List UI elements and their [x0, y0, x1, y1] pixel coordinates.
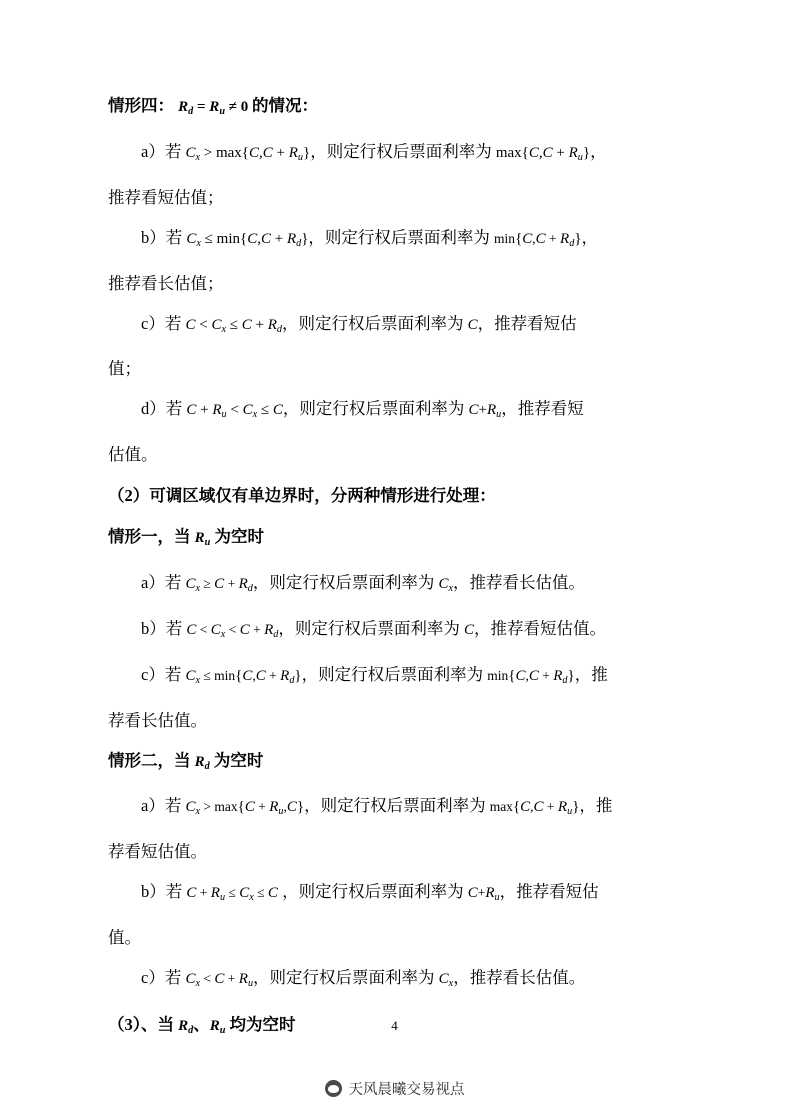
math-cx-le-min-c-crd: $C_x \le \min\{C,C + R_d\}$ — [185, 667, 302, 686]
list-item-case4-c-cont: 值； — [108, 359, 141, 379]
wechat-icon — [325, 1080, 342, 1097]
heading-case-four-suffix: 的情况： — [251, 96, 318, 115]
list-item-case2-a: a）若 $C_x > \max\{C + R_u,C\}$，则定行权后票面利率为 $\max\{C,C + R_u\}$，推 — [141, 796, 613, 818]
math-c-val: C — [463, 621, 474, 638]
math-c-lt-cx-lt-crd: $C < C_x < C + R_d$ — [186, 621, 279, 640]
footer — [0, 1078, 789, 1102]
heading-case-four — [108, 86, 688, 132]
math-rd: $R_d$ — [194, 753, 210, 772]
list-item-case4-d-cont: 估值。 — [108, 445, 158, 465]
heading-case-one: 情形一，当 $R_u$ 为空时 — [108, 527, 264, 549]
list-item-case2-a-cont: 荐看短估值。 — [108, 842, 207, 862]
math-cx-val-2: $C_x$ — [438, 971, 454, 989]
section-heading-3: （3）、当 $R_d$、$R_u$ 均为空时 — [108, 1014, 296, 1036]
list-item-case1-a: a）若 $C_x \ge C + R_d$，则定行权后票面利率为 $C_x$，推荐看长估值。 — [141, 573, 585, 594]
page-number: 4 — [391, 1018, 398, 1033]
math-c: C — [467, 316, 478, 333]
list-item-case1-b: b）若 $C < C_x < C + R_d$，则定行权后票面利率为 C，推荐看短估值。 — [141, 618, 606, 640]
list-item-case4-b: b）若 $C_x \le \min\{C,C + R_d\}$，则定行权后票面利率为 $\min\{C,C + R_d\}$， — [141, 227, 599, 249]
list-item-case1-c-cont: 荐看长估值。 — [108, 710, 207, 730]
math-cru-lt-cx-le-c: $C + R_u < C_x \le C$ — [186, 402, 283, 421]
list-item-case4-c: c）若 $C < C_x \le C + R_d$，则定行权后票面利率为 C，推荐看短估 — [141, 313, 577, 335]
list-item-case4-a: a）若 $C_x > \max\{C,C + R_u\}$，则定行权后票面利率为 $\max\{C,C + R_u\}$， — [141, 141, 607, 163]
footer-label: 天风晨曦交易视点 — [348, 1082, 465, 1098]
list-item-case4-b-cont: 推荐看长估值； — [108, 273, 224, 293]
math-ru: $R_u$ — [194, 530, 211, 549]
list-item-case1-c: c）若 $C_x \le \min\{C,C + R_d\}$，则定行权后票面利率为 $\min\{C,C + R_d\}$，推 — [141, 664, 608, 686]
math-cx: $C_x > \max\{C,C + R_u\}$ — [185, 144, 311, 163]
math-cx-val: $C_x$ — [438, 576, 453, 594]
math-max-c-cru: $\max\{C,C + R_u\}$ — [495, 144, 591, 163]
math-rd-eq-ru-ne-zero: $R_d = R_u \ne 0$ — [178, 99, 249, 117]
math-c-plus-ru-2: $C+R_u$ — [467, 885, 500, 904]
math-min-c-crd: $\min\{C,C + R_d\}$ — [494, 230, 582, 249]
list-item-case2-c: c）若 $C_x < C + R_u$，则定行权后票面利率为 $C_x$，推荐看长估值。 — [141, 968, 586, 989]
math-ru-2: $R_u$ — [209, 1017, 226, 1036]
heading-case-two: 情形二，当 $R_d$ 为空时 — [108, 750, 264, 772]
math-rd-2: $R_d$ — [178, 1017, 194, 1036]
math-c-plus-ru: $C+R_u$ — [468, 402, 502, 421]
list-item-case4-d: d）若 $C + R_u < C_x \le C$，则定行权后票面利率为 $C+R_u$，推荐看短 — [141, 399, 584, 421]
math-cx-le-min: $C_x \le \min\{C,C + R_d\}$ — [186, 230, 309, 249]
list-item-case2-b-cont: 值。 — [108, 928, 141, 948]
heading-case-four-text: 情形四： — [108, 96, 174, 115]
math-c-lt-cx-le-crd: $C < C_x \le C + R_d$ — [185, 316, 282, 335]
math-cx-lt-cru: $C_x < C + R_u$ — [185, 971, 254, 989]
math-min-c-crd-2: $\min\{C,C + R_d\}$ — [487, 667, 575, 686]
math-max-c-cru-2: $\max\{C,C + R_u\}$ — [489, 799, 580, 818]
math-cru-le-cx-le-c: $C + R_u \le C_x \le C$ — [186, 885, 278, 904]
math-cx-ge-crd: $C_x \ge C + R_d$ — [185, 576, 253, 594]
math-cx-gt-max-cru-c: $C_x > \max\{C + R_u,C\}$ — [185, 799, 305, 818]
list-item-case4-a-cont: 推荐看短估值； — [108, 187, 224, 207]
document-body — [108, 86, 688, 1052]
list-item-case2-b: b）若 $C + R_u \le C_x \le C$ ，则定行权后票面利率为 $C+R_u$，推荐看短估 — [141, 882, 599, 904]
section-heading-2: （2）可调区域仅有单边界时，分两种情形进行处理： — [108, 486, 496, 506]
